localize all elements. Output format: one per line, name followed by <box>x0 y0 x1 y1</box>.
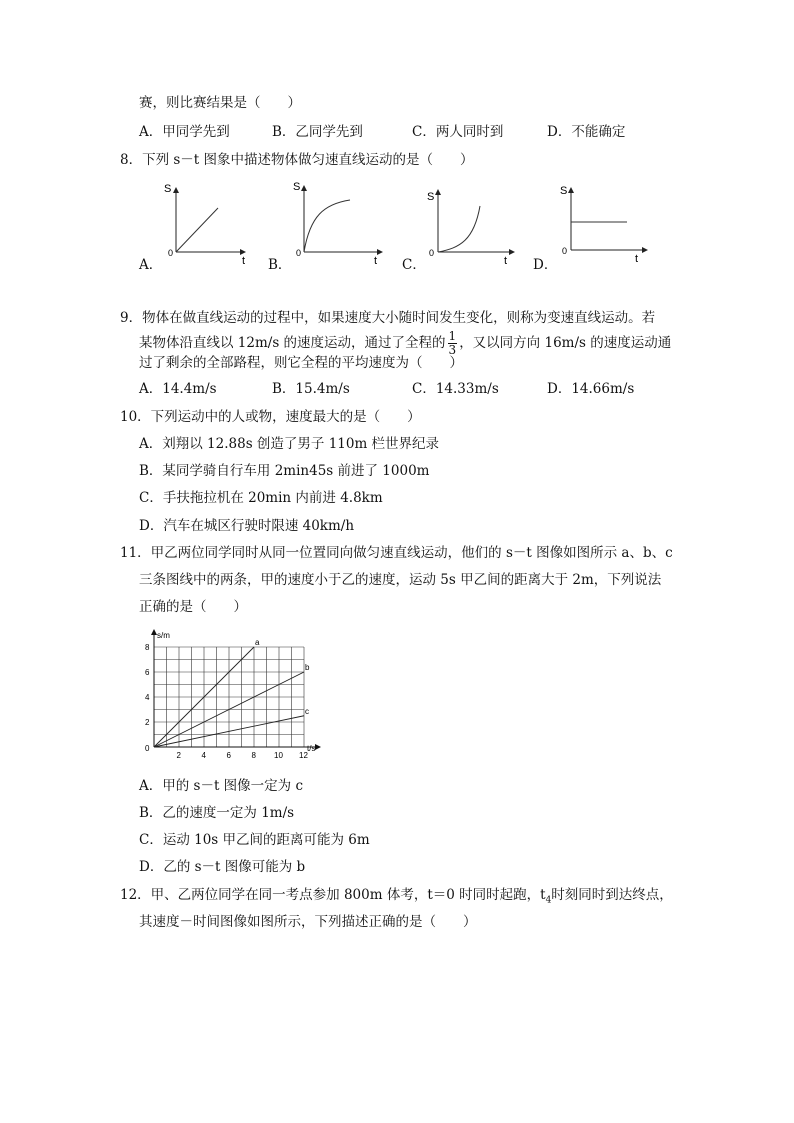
q8-graph-c <box>424 186 519 268</box>
q11-st-chart <box>138 626 338 764</box>
q10-option-d[interactable]: D．汽车在城区行驶时限速 40km/h <box>139 518 355 534</box>
x-tick-label: 4 <box>201 751 206 760</box>
q11-option-b[interactable]: B．乙的速度一定为 1m/s <box>139 805 295 821</box>
q7-option-a[interactable]: A．甲同学先到 <box>139 124 230 140</box>
series-label-b: b <box>305 663 310 672</box>
x-tick-label: 12 <box>299 751 308 760</box>
y-tick-label: 4 <box>145 693 150 702</box>
q8-graph-b <box>288 180 388 265</box>
q8-graph-d-x-label: t <box>635 253 639 265</box>
q8-graph-b-curve <box>304 200 350 252</box>
q11-option-c[interactable]: C．运动 10s 甲乙间的距离可能为 6m <box>139 832 370 848</box>
series-label-a: a <box>255 638 260 647</box>
q10-option-b[interactable]: B．某同学骑自行车用 2min45s 前进了 1000m <box>139 463 430 479</box>
q8-graph-b-y-label: S <box>293 181 301 193</box>
q11-option-d[interactable]: D．乙的 s－t 图像可能为 b <box>139 859 306 875</box>
q8-graph-a-origin: 0 <box>168 248 174 258</box>
q8-graph-c-x-label: t <box>504 255 508 267</box>
q8-graph-a-curve <box>176 208 218 252</box>
q8-graph-d-y-label: S <box>560 185 568 197</box>
q9-option-b[interactable]: B．15.4m/s <box>272 381 350 397</box>
q11-stem-line3: 正确的是（ ） <box>139 599 247 615</box>
q9-stem-line2 <box>139 329 671 357</box>
q9-frac-den: 3 <box>448 343 457 357</box>
q12-stem-line1-a: 12．甲、乙两位同学在同一考点参加 800m 体考，t＝0 时同时起跑，t <box>120 887 546 903</box>
q8-graph-a-y-label: S <box>164 183 172 195</box>
q9-stem-line1: 9．物体在做直线运动的过程中，如果速度大小随时间发生变化，则称为变速直线运动。若 <box>120 310 656 326</box>
x-tick-label: 8 <box>251 751 256 760</box>
q8-stem: 8．下列 s－t 图象中描述物体做匀速直线运动的是（ ） <box>120 152 474 168</box>
q8-option-d-label[interactable]: D． <box>533 257 558 273</box>
q9-stem-line2-a: 某物体沿直线以 12m/s 的速度运动，通过了全程的 <box>139 335 446 351</box>
q9-option-d[interactable]: D．14.66m/s <box>547 381 635 397</box>
q10-option-c[interactable]: C．手扶拖拉机在 20min 内前进 4.8km <box>139 490 383 506</box>
q8-graph-a <box>158 182 253 267</box>
y-axis-label: s/m <box>157 631 170 640</box>
q9-stem-line3: 过了剩余的全部路程，则它全程的平均速度为（ ） <box>139 355 463 371</box>
q8-graph-d <box>557 182 652 266</box>
q11-option-a[interactable]: A．甲的 s－t 图像一定为 c <box>139 778 304 794</box>
q8-graph-d-origin: 0 <box>562 246 568 256</box>
q10-option-a[interactable]: A．刘翔以 12.88s 创造了男子 110m 栏世界纪录 <box>139 436 440 452</box>
y-tick-label: 8 <box>145 643 150 652</box>
q9-option-c[interactable]: C．14.33m/s <box>412 381 499 397</box>
y-tick-label: 6 <box>145 668 150 677</box>
x-tick-label: 2 <box>176 751 181 760</box>
y-tick-label: 2 <box>145 718 150 727</box>
q8-option-c-label[interactable]: C． <box>402 257 426 273</box>
q9-option-a[interactable]: A．14.4m/s <box>139 381 217 397</box>
q8-graph-c-origin: 0 <box>429 248 435 258</box>
q8-graph-c-y-label: S <box>427 191 435 203</box>
q8-option-a-label[interactable]: A． <box>139 257 163 273</box>
q12-stem-line1-b: 时刻同时到达终点， <box>551 887 673 903</box>
q9-frac-num: 1 <box>448 329 457 343</box>
q7-option-b[interactable]: B．乙同学先到 <box>272 124 363 140</box>
q7-stem-tail: 赛，则比赛结果是（ ） <box>139 95 301 111</box>
q8-graph-b-origin: 0 <box>296 248 302 258</box>
x-tick-label: 10 <box>274 751 283 760</box>
q11-stem-line2: 三条图线中的两条，甲的速度小于乙的速度，运动 5s 甲乙间的距离大于 2m，下列说法 <box>139 572 662 588</box>
x-tick-label: 6 <box>226 751 231 760</box>
origin-label: 0 <box>145 744 150 753</box>
q7-option-d[interactable]: D．不能确定 <box>547 124 626 140</box>
q10-stem: 10．下列运动中的人或物，速度最大的是（ ） <box>120 409 421 425</box>
q8-option-b-label[interactable]: B． <box>268 257 292 273</box>
q8-graph-b-x-label: t <box>374 255 378 265</box>
q12-t-subscript: 4 <box>545 895 552 906</box>
q9-fraction <box>448 330 458 357</box>
q8-graph-c-curve <box>438 206 480 252</box>
q9-stem-line2-b: ，又以同方向 16m/s 的速度运动通 <box>459 335 672 351</box>
q7-option-c[interactable]: C．两人同时到 <box>412 124 504 140</box>
q12-stem-line1 <box>120 886 673 910</box>
series-label-c: c <box>305 706 309 716</box>
q12-stem-line2: 其速度－时间图像如图所示，下列描述正确的是（ ） <box>139 914 477 930</box>
q8-graph-a-x-label: t <box>242 255 246 267</box>
x-axis-label: t/s <box>307 744 316 753</box>
q11-stem-line1: 11．甲乙两位同学同时从同一位置同向做匀速直线运动，他们的 s－t 图像如图所示 a、b、c <box>120 545 673 561</box>
